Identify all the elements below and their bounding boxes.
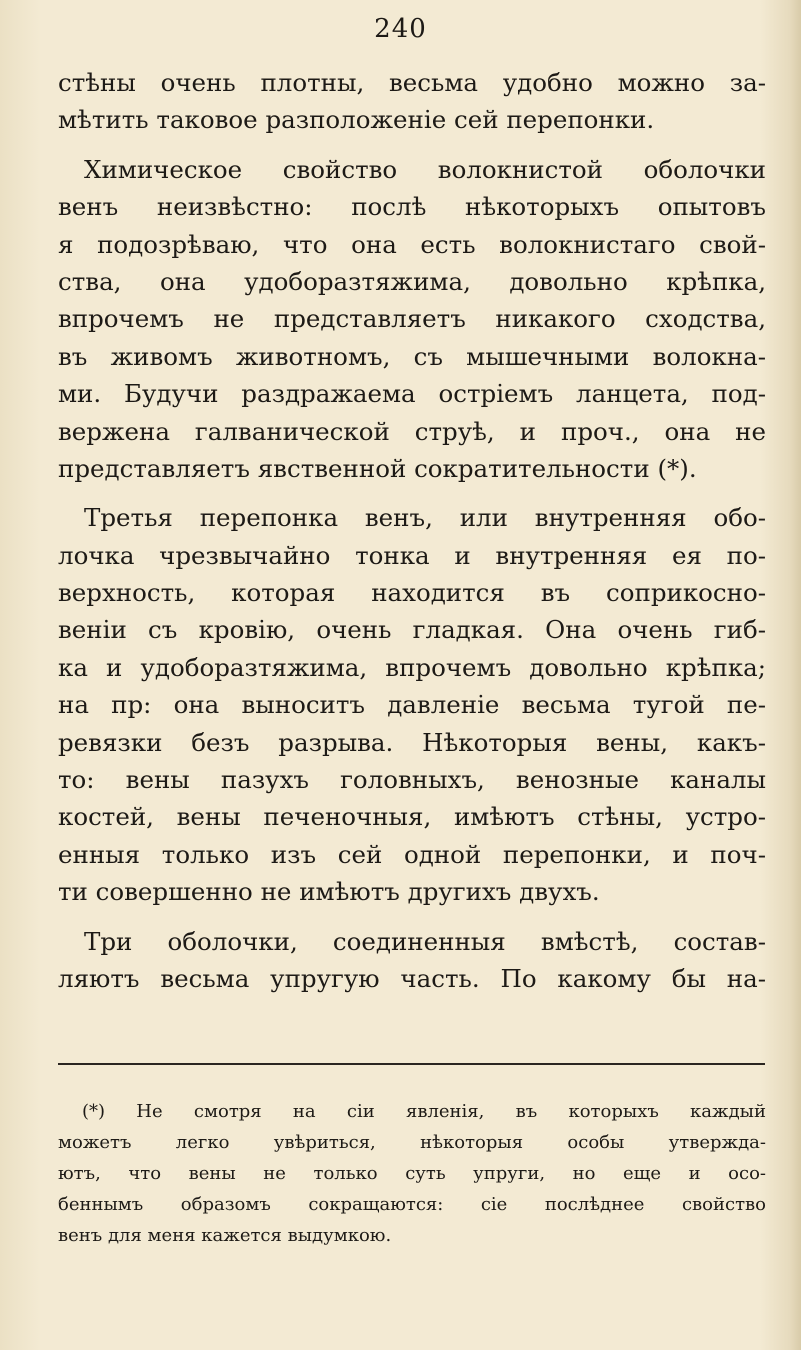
text-line: лочка чрезвычайно тонка и внутренняя ея по- [58,540,766,570]
text-line: ми. Будучи раздражаема остріемъ ланцета, под- [58,379,766,409]
text-line: мѣтить таковое разположеніе сей перепонки. [58,105,655,135]
text-line: Третья перепонка венъ, или внутренняя обо- [84,503,766,533]
text-line: ляютъ весьма упругую часть. По какому бы на- [58,963,766,993]
footnote-line: венъ для меня кажется выдумкою. [58,1225,392,1246]
text-line: впрочемъ не представляетъ никакого сходства, [58,304,766,334]
text-line: Три оболочки, соединенныя вмѣстѣ, состав- [84,926,766,956]
text-line: веніи съ кровію, очень гладкая. Она очень гиб- [58,615,766,645]
text-line: вержена галванической струѣ, и проч., она не [58,416,766,446]
footnote-line: (*) Не смотря на сіи явленія, въ которыхъ каждый [82,1101,766,1122]
footnote-line: беннымъ образомъ сокращаются: сіе послѣднее свойство [58,1194,766,1215]
text-line: ти совершенно не имѣютъ другихъ двухъ. [58,877,600,907]
text-line: на пр: она выноситъ давленіе весьма тугой пе- [58,690,766,720]
text-line: ка и удоборазтяжима, впрочемъ довольно крѣпка; [58,652,766,682]
text-line: представляетъ явственной сократительности (*). [58,453,697,483]
text-line: въ живомъ животномъ, съ мышечными волокна- [58,341,766,371]
footnote-line: можетъ легко увѣриться, нѣкоторыя особы утвержда- [58,1132,766,1153]
footnote-line: ютъ, что вены не только суть упруги, но еще и осо- [58,1163,766,1184]
text-line: верхность, которая находится въ соприкосно- [58,578,766,608]
text-line: ревязки безъ разрыва. Нѣкоторыя вены, какъ- [58,727,766,757]
text-line: венъ неизвѣстно: послѣ нѣкоторыхъ опытовъ [58,192,766,222]
text-line: Химическое свойство волокнистой оболочки [84,154,766,184]
footnote [58,1096,766,1251]
text-line: енныя только изъ сей одной перепонки, и поч- [58,839,766,869]
text-line: я подозрѣваю, что она есть волокнистаго свой- [58,229,766,259]
text-line: стѣны очень плотны, весьма удобно можно за- [58,68,766,97]
page-number: 240 [374,14,427,44]
main-text [58,64,766,997]
text-line: костей, вены печеночныя, имѣютъ стѣны, устро- [58,802,766,832]
text-line: ства, она удоборазтяжима, довольно крѣпка, [58,266,766,296]
footnote-divider [58,1063,765,1065]
text-line: то: вены пазухъ головныхъ, венозные каналы [58,765,766,795]
